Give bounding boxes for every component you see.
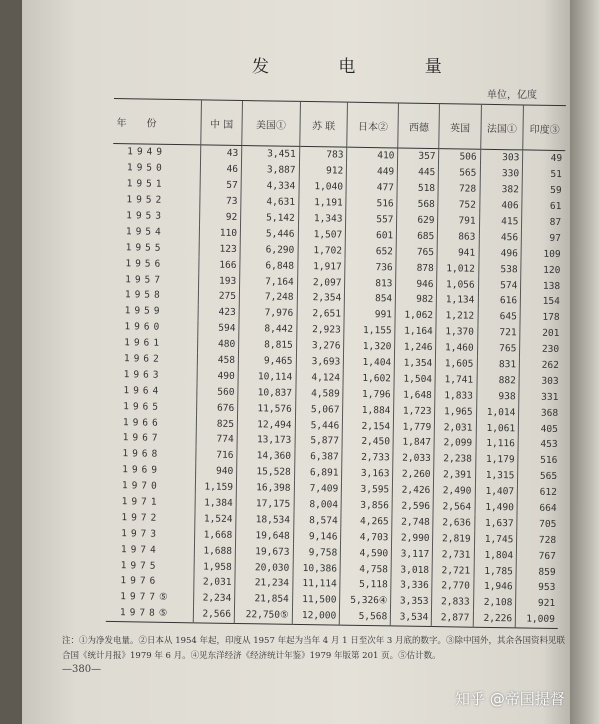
value-cell: 2,721	[432, 562, 473, 579]
value-cell: 9,146	[293, 528, 341, 545]
value-cell: 765	[396, 244, 437, 261]
value-cell: 4,590	[341, 545, 392, 562]
year-cell: 1968	[122, 448, 162, 461]
value-cell: 1,504	[394, 371, 435, 388]
value-cell: 445	[398, 164, 439, 181]
value-cell: 2,564	[433, 499, 474, 516]
value-cell: 1,847	[393, 434, 434, 451]
value-cell: 20,030	[235, 559, 293, 576]
year-cell: 1966	[122, 416, 162, 429]
value-cell: 921	[516, 595, 558, 612]
value-cell: 1,384	[195, 495, 236, 512]
value-cell: 5,446	[240, 225, 298, 242]
year-cell: 1963	[123, 369, 163, 381]
value-cell: 1,958	[194, 558, 235, 575]
column-header: 中 国	[201, 100, 243, 146]
value-cell: 110	[199, 225, 240, 242]
year-cell: 1964	[123, 384, 163, 397]
value-cell: 1,965	[435, 403, 476, 420]
value-cell: 813	[345, 275, 396, 292]
value-cell: 5,142	[241, 210, 299, 227]
value-cell: 49	[523, 150, 565, 167]
value-cell: 1,116	[476, 436, 519, 453]
value-cell: 10,386	[293, 560, 341, 577]
value-cell: 560	[197, 384, 238, 401]
value-cell: 10,837	[238, 384, 296, 401]
value-cell: 303	[519, 373, 561, 390]
value-cell: 601	[346, 227, 397, 244]
value-cell: 2,226	[473, 611, 516, 628]
value-cell: 368	[519, 405, 561, 422]
year-cell: 1959	[124, 305, 164, 318]
value-cell: 1,796	[343, 386, 394, 403]
value-cell: 13,173	[237, 432, 295, 449]
value-cell: 3,163	[342, 465, 393, 482]
value-cell: 456	[479, 229, 522, 246]
year-cell: 1961	[124, 337, 164, 349]
year-cell: 1957	[125, 273, 165, 286]
value-cell: 1,702	[298, 242, 346, 259]
value-cell: 382	[480, 182, 523, 199]
value-cell: 506	[439, 149, 480, 166]
value-cell: 331	[519, 389, 561, 406]
value-cell: 791	[438, 213, 479, 230]
value-cell: 5,446	[295, 417, 343, 434]
value-cell: 11,576	[238, 400, 296, 417]
value-cell: 6,387	[294, 449, 342, 466]
value-cell: 1,602	[343, 370, 394, 387]
value-cell: 8,442	[239, 321, 297, 338]
value-cell: 21,234	[235, 575, 293, 592]
value-cell: 1,159	[195, 479, 236, 496]
year-cell: 1978⑤	[106, 605, 194, 623]
value-cell: 565	[518, 468, 560, 485]
value-cell: 594	[198, 320, 239, 337]
value-cell: 664	[517, 500, 559, 517]
value-cell: 516	[346, 195, 397, 212]
value-cell: 4,265	[341, 513, 392, 530]
value-cell: 154	[520, 293, 562, 310]
value-cell: 7,976	[239, 305, 297, 322]
page-number: —380—	[62, 664, 102, 675]
value-cell: 9,758	[293, 544, 341, 561]
year-cell: 1965	[123, 400, 163, 413]
value-cell: 17,175	[236, 496, 294, 513]
column-header: 西德	[398, 103, 440, 149]
value-cell: 57	[200, 177, 241, 194]
value-cell: 16,398	[236, 480, 294, 497]
value-cell: 736	[345, 259, 396, 276]
value-cell: 303	[480, 149, 523, 166]
value-cell: 92	[200, 209, 241, 226]
value-cell: 415	[479, 213, 522, 230]
column-header: 苏 联	[299, 101, 347, 147]
value-cell: 2,450	[342, 434, 393, 451]
value-cell: 3,887	[241, 162, 299, 179]
value-cell: 490	[197, 368, 238, 385]
value-cell: 1,460	[436, 340, 477, 357]
value-cell: 1,605	[436, 356, 477, 373]
year-cell: 1960	[124, 321, 164, 334]
value-cell: 1,179	[475, 452, 518, 469]
value-cell: 120	[521, 262, 563, 279]
value-cell: 1,785	[474, 563, 517, 580]
value-cell: 453	[518, 436, 560, 453]
value-cell: 410	[347, 147, 398, 164]
value-cell: 982	[396, 291, 437, 308]
value-cell: 1,320	[344, 338, 395, 355]
column-header: 英国	[439, 104, 481, 150]
value-cell: 629	[397, 212, 438, 229]
value-cell: 21,854	[235, 591, 293, 608]
value-cell: 2,033	[393, 450, 434, 467]
value-cell: 1,315	[475, 468, 518, 485]
value-cell: 2,490	[434, 483, 475, 500]
column-header: 日本②	[347, 102, 399, 148]
value-cell: 568	[397, 196, 438, 213]
value-cell: 405	[518, 421, 560, 438]
value-cell: 946	[396, 276, 437, 293]
value-cell: 7,164	[240, 273, 298, 290]
value-cell: 18,534	[236, 511, 294, 528]
value-cell: 19,648	[236, 527, 294, 544]
value-cell: 357	[398, 148, 439, 165]
value-cell: 705	[517, 516, 559, 533]
value-cell: 2,566	[193, 606, 234, 623]
value-cell: 2,234	[194, 590, 235, 607]
value-cell: 767	[517, 548, 559, 565]
value-cell: 1,354	[395, 355, 436, 372]
value-cell: 51	[522, 166, 564, 183]
value-cell: 14,360	[237, 448, 295, 465]
value-cell: 3,018	[391, 562, 432, 579]
value-cell: 1,688	[194, 543, 235, 560]
year-cell: 1962	[123, 353, 163, 365]
table-title: 发 电 量	[252, 57, 474, 77]
year-cell: 1954	[125, 226, 165, 238]
value-cell: 1,009	[515, 611, 557, 628]
value-cell: 423	[198, 304, 239, 321]
column-header: 美国①	[242, 101, 300, 147]
value-cell: 2,990	[392, 530, 433, 547]
value-cell: 43	[201, 145, 242, 162]
value-cell: 3,451	[242, 146, 300, 163]
electricity-table	[106, 98, 566, 629]
value-cell: 612	[518, 484, 560, 501]
value-cell: 940	[196, 463, 237, 480]
column-header: 法国①	[480, 104, 523, 150]
value-cell: 2,354	[297, 290, 345, 307]
value-cell: 854	[345, 291, 396, 308]
value-cell: 496	[479, 245, 522, 262]
value-cell: 882	[477, 372, 520, 389]
year-cell: 1969	[122, 464, 162, 477]
value-cell: 193	[199, 272, 240, 289]
value-cell: 716	[196, 447, 237, 464]
value-cell: 1,343	[298, 210, 346, 227]
value-cell: 516	[518, 452, 560, 469]
value-cell: 6,848	[240, 257, 298, 274]
value-cell: 728	[438, 181, 479, 198]
value-cell: 7,409	[294, 481, 342, 498]
value-cell: 9,465	[238, 353, 296, 370]
value-cell: 2,833	[432, 594, 473, 611]
value-cell: 2,731	[433, 546, 474, 563]
value-cell: 991	[344, 307, 395, 324]
year-cell: 1976	[120, 575, 160, 588]
value-cell: 3,336	[391, 577, 432, 594]
value-cell: 938	[476, 388, 519, 405]
facing-page-edge	[570, 0, 600, 724]
value-cell: 1,884	[343, 402, 394, 419]
value-cell: 1,490	[475, 499, 518, 516]
value-cell: 8,004	[294, 496, 342, 513]
year-cell: 1952	[126, 194, 166, 206]
value-cell: 1,012	[437, 260, 478, 277]
value-cell: 652	[345, 243, 396, 260]
year-cell: 1967	[122, 432, 162, 445]
value-cell: 645	[478, 309, 521, 326]
value-cell: 8,574	[293, 512, 341, 529]
value-cell: 477	[346, 179, 397, 196]
value-cell: 4,631	[241, 194, 299, 211]
value-cell: 7,248	[239, 289, 297, 306]
value-cell: 557	[346, 211, 397, 228]
value-cell: 2,596	[392, 498, 433, 515]
value-cell: 275	[198, 288, 239, 305]
watermark: 知乎 @帝国提督	[455, 690, 565, 708]
value-cell: 15,528	[237, 464, 295, 481]
value-cell: 12,494	[237, 416, 295, 433]
value-cell: 1,062	[395, 307, 436, 324]
value-cell: 330	[480, 166, 523, 183]
value-cell: 752	[438, 197, 479, 214]
value-cell: 10,114	[238, 368, 296, 385]
value-cell: 2,099	[434, 435, 475, 452]
year-cell: 1975	[120, 559, 160, 572]
value-cell: 1,745	[474, 531, 517, 548]
value-cell: 3,534	[391, 609, 432, 626]
year-cell: 1953	[126, 210, 166, 222]
value-cell: 721	[477, 325, 520, 342]
value-cell: 2,819	[433, 530, 474, 547]
value-cell: 1,637	[474, 515, 517, 532]
value-cell: 73	[200, 193, 241, 210]
value-cell: 1,741	[435, 372, 476, 389]
value-cell: 97	[521, 230, 563, 247]
value-cell: 2,031	[435, 419, 476, 436]
value-cell: 458	[197, 352, 238, 369]
value-cell: 3,595	[342, 481, 393, 498]
value-cell: 3,276	[296, 338, 344, 355]
column-header: 印度③	[523, 105, 566, 151]
value-cell: 5,326④	[340, 593, 391, 610]
value-cell: 262	[519, 357, 561, 374]
value-cell: 685	[397, 228, 438, 245]
value-cell: 449	[347, 164, 398, 181]
value-cell: 166	[199, 257, 240, 274]
year-cell: 1971	[121, 496, 161, 508]
value-cell: 518	[397, 180, 438, 197]
value-cell: 1,212	[436, 308, 477, 325]
value-cell: 2,923	[296, 322, 344, 339]
value-cell: 6,290	[240, 241, 298, 258]
value-cell: 2,636	[433, 515, 474, 532]
value-cell: 616	[478, 293, 521, 310]
value-cell: 2,748	[392, 514, 433, 531]
value-cell: 574	[478, 277, 521, 294]
value-cell: 953	[516, 579, 558, 596]
value-cell: 4,703	[341, 529, 392, 546]
value-cell: 59	[522, 182, 564, 199]
value-cell: 1,134	[437, 292, 478, 309]
value-cell: 1,370	[436, 324, 477, 341]
value-cell: 676	[197, 400, 238, 417]
value-cell: 3,117	[392, 546, 433, 563]
value-cell: 1,014	[476, 404, 519, 421]
value-cell: 6,891	[294, 465, 342, 482]
value-cell: 941	[437, 244, 478, 261]
value-cell: 22,750⑤	[234, 607, 292, 624]
year-cell: 1949	[127, 146, 167, 159]
value-cell: 178	[520, 309, 562, 326]
value-cell: 774	[196, 431, 237, 448]
value-cell: 4,124	[296, 369, 344, 386]
value-cell: 109	[521, 246, 563, 263]
year-cell: 1950	[126, 162, 166, 175]
value-cell: 728	[517, 532, 559, 549]
value-cell: 1,668	[195, 527, 236, 544]
value-cell: 825	[196, 415, 237, 432]
value-cell: 1,648	[394, 387, 435, 404]
value-cell: 4,589	[295, 385, 343, 402]
book-page	[22, 0, 570, 724]
year-cell: 1973	[121, 527, 161, 540]
value-cell: 480	[198, 336, 239, 353]
value-cell: 831	[477, 356, 520, 373]
value-cell: 1,917	[297, 258, 345, 275]
value-cell: 406	[479, 197, 522, 214]
year-cell: 1951	[126, 178, 166, 191]
value-cell: 765	[477, 340, 520, 357]
year-cell: 1972	[121, 512, 161, 524]
value-cell: 2,154	[343, 418, 394, 435]
year-cell: 1956	[125, 257, 165, 270]
value-cell: 5,877	[295, 433, 343, 450]
value-cell: 8,815	[239, 337, 297, 354]
value-cell: 2,426	[393, 482, 434, 499]
value-cell: 912	[299, 163, 347, 180]
value-cell: 3,353	[391, 593, 432, 610]
value-cell: 565	[439, 165, 480, 182]
value-cell: 2,031	[194, 574, 235, 591]
value-cell: 12,000	[292, 608, 340, 625]
value-cell: 2,260	[393, 466, 434, 483]
value-cell: 201	[520, 325, 562, 342]
value-cell: 5,118	[340, 577, 391, 594]
value-cell: 2,651	[297, 306, 345, 323]
footnotes: 注：①为净发电量。②日本从 1954 年起，印度从 1957 年起为当年 4 月 1 日至次年 3 月底的数字。③除中国外，其余各国资料见联合国《统计月报》1979 年 6 月。④见东洋经济《经济统计年鉴》1979 年版第 201 页。⑤估计数。	[62, 636, 566, 661]
value-cell: 1,946	[473, 579, 516, 596]
value-cell: 2,238	[434, 451, 475, 468]
value-cell: 3,856	[341, 497, 392, 514]
value-cell: 1,507	[298, 226, 346, 243]
value-cell: 3,693	[296, 353, 344, 370]
value-cell: 2,391	[434, 467, 475, 484]
value-cell: 1,040	[299, 179, 347, 196]
value-cell: 859	[516, 564, 558, 581]
value-cell: 138	[521, 278, 563, 295]
value-cell: 1,524	[195, 511, 236, 528]
year-cell: 1955	[125, 241, 165, 254]
year-cell: 1977⑤	[120, 591, 172, 604]
value-cell: 5,067	[295, 401, 343, 418]
value-cell: 1,404	[344, 354, 395, 371]
value-cell: 4,758	[340, 561, 391, 578]
value-cell: 61	[522, 198, 564, 215]
value-cell: 5,568	[340, 608, 391, 625]
value-cell: 1,191	[298, 195, 346, 212]
value-cell: 2,877	[432, 610, 473, 627]
year-cell: 1970	[121, 480, 161, 492]
value-cell: 11,114	[292, 576, 340, 593]
value-cell: 2,108	[473, 595, 516, 612]
value-cell: 2,770	[432, 578, 473, 595]
value-cell: 878	[396, 260, 437, 277]
unit-label: 单位，亿度	[487, 90, 537, 101]
value-cell: 1,779	[394, 419, 435, 436]
value-cell: 783	[299, 146, 347, 163]
year-cell: 1958	[124, 289, 164, 302]
value-cell: 1,723	[394, 403, 435, 420]
value-cell: 4,334	[241, 178, 299, 195]
value-cell: 19,673	[235, 543, 293, 560]
value-cell: 1,407	[475, 483, 518, 500]
header-row	[113, 98, 566, 150]
value-cell: 2,733	[342, 450, 393, 467]
value-cell: 538	[478, 261, 521, 278]
value-cell: 1,804	[474, 547, 517, 564]
value-cell: 87	[522, 214, 564, 231]
value-cell: 1,061	[476, 420, 519, 437]
value-cell: 11,500	[292, 592, 340, 609]
value-cell: 1,833	[435, 387, 476, 404]
value-cell: 46	[200, 161, 241, 178]
value-cell: 863	[438, 229, 479, 246]
value-cell: 1,246	[395, 339, 436, 356]
year-cell: 1974	[120, 543, 160, 556]
value-cell: 1,056	[437, 276, 478, 293]
value-cell: 230	[520, 341, 562, 358]
column-header: 年 份	[113, 98, 201, 144]
value-cell: 1,155	[344, 322, 395, 339]
value-cell: 123	[199, 241, 240, 258]
value-cell: 2,097	[297, 274, 345, 291]
value-cell: 1,164	[395, 323, 436, 340]
